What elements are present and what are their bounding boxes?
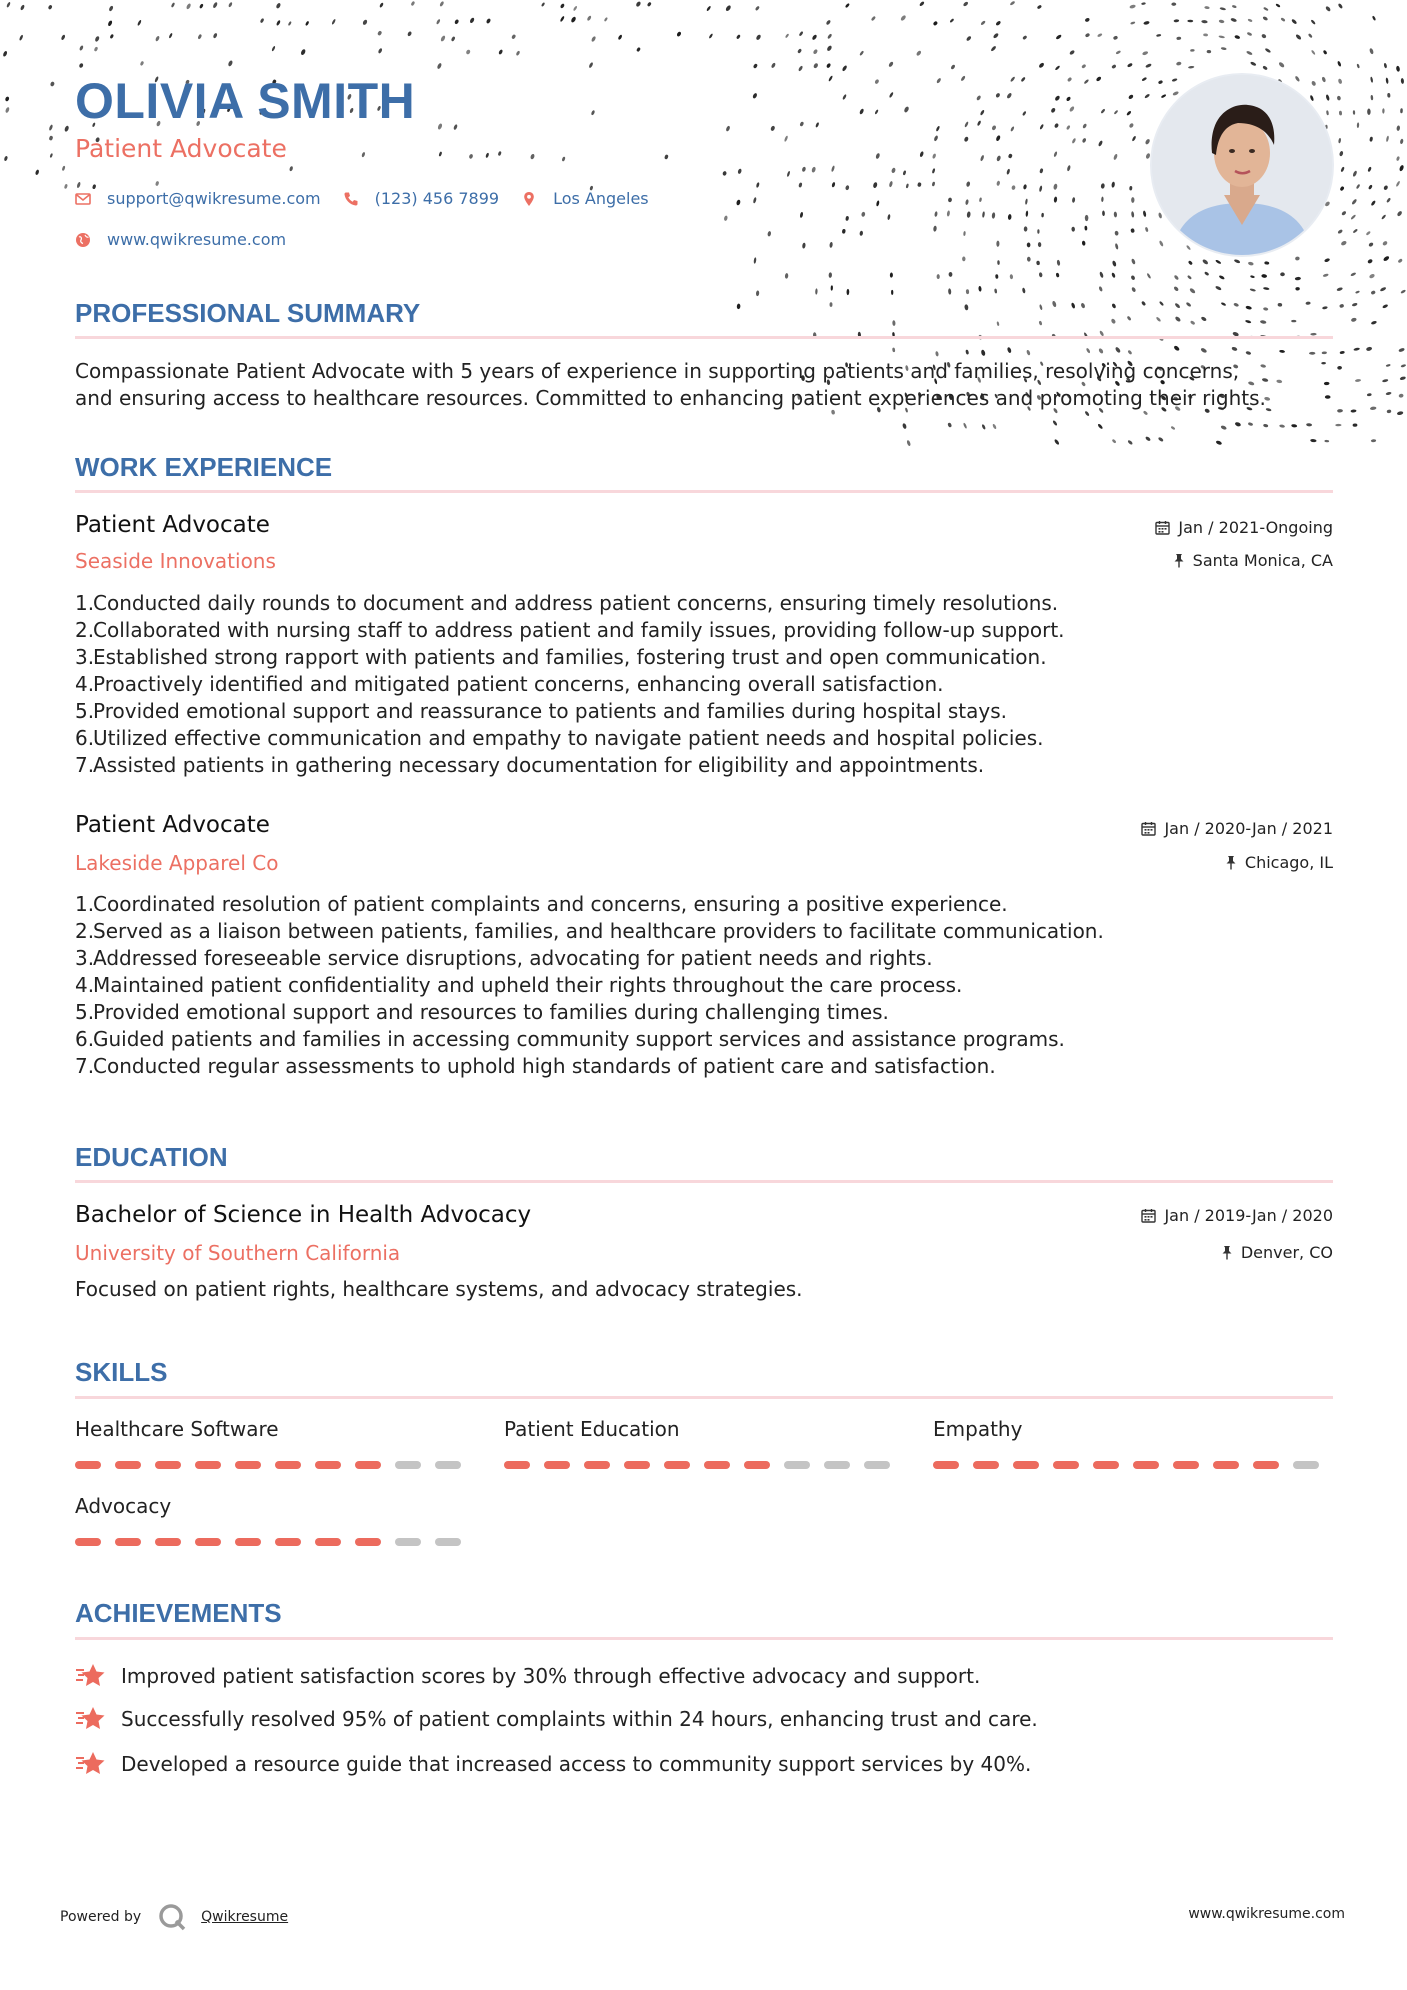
job-location bbox=[1173, 551, 1333, 570]
skill-level-segment bbox=[115, 1538, 141, 1546]
section-divider bbox=[75, 336, 1333, 339]
bullet-item: 3.Established strong rapport with patients and families, fostering trust and open communication. bbox=[75, 645, 1047, 669]
skill-level-segment bbox=[235, 1461, 261, 1469]
skill-level-segment bbox=[744, 1461, 770, 1469]
skill-level-segment bbox=[624, 1461, 650, 1469]
skill-level-segment bbox=[704, 1461, 730, 1469]
email-text: support@qwikresume.com bbox=[107, 189, 321, 208]
bullet-item: 1.Conducted daily rounds to document and address patient concerns, ensuring timely resolutions. bbox=[75, 591, 1059, 615]
bullet-item: 1.Coordinated resolution of patient complaints and concerns, ensuring a positive experience. bbox=[75, 892, 1008, 916]
skill-level-segment bbox=[933, 1461, 959, 1469]
star-badge-icon bbox=[75, 1750, 107, 1778]
skill-level-segment bbox=[395, 1461, 421, 1469]
star-badge-icon bbox=[75, 1705, 107, 1733]
powered-by-text: Powered by bbox=[60, 1909, 142, 1925]
summary-line: Compassionate Patient Advocate with 5 years of experience in supporting patients and families, resolving concerns, bbox=[75, 359, 1240, 383]
education-location-text: Denver, CO bbox=[1240, 1243, 1333, 1262]
candidate-name: OLIVIA SMITH bbox=[75, 73, 416, 129]
skill-level-segment bbox=[824, 1461, 850, 1469]
section-divider bbox=[75, 1396, 1333, 1399]
calendar-icon bbox=[1141, 1208, 1156, 1223]
skill-level-segment bbox=[784, 1461, 810, 1469]
bullet-item: 2.Served as a liaison between patients, families, and healthcare providers to facilitate communication. bbox=[75, 919, 1104, 943]
bullet-item: 7.Conducted regular assessments to uphold high standards of patient care and satisfaction. bbox=[75, 1054, 996, 1078]
skill-level-segment bbox=[115, 1461, 141, 1469]
skill-name: Patient Education bbox=[504, 1417, 680, 1441]
skill-level-segment bbox=[1213, 1461, 1239, 1469]
pushpin-icon bbox=[1225, 855, 1237, 870]
job-date-text: Jan / 2020-Jan / 2021 bbox=[1164, 819, 1333, 838]
skill-level-segment bbox=[435, 1538, 461, 1546]
globe-icon bbox=[75, 232, 91, 248]
bullet-item: 5.Provided emotional support and resources to families during challenging times. bbox=[75, 1000, 889, 1024]
skill-level-segment bbox=[155, 1538, 181, 1546]
job-bullets bbox=[75, 891, 1340, 1080]
education-degree: Bachelor of Science in Health Advocacy bbox=[75, 1202, 532, 1228]
education-location bbox=[1221, 1243, 1333, 1262]
skill-level-segment bbox=[355, 1538, 381, 1546]
bullet-item: 4.Maintained patient confidentiality and upheld their rights throughout the care process. bbox=[75, 973, 963, 997]
skill-level-segment bbox=[584, 1461, 610, 1469]
skill-item bbox=[504, 1417, 904, 1469]
achievement-text: Successfully resolved 95% of patient complaints within 24 hours, enhancing trust and care. bbox=[121, 1707, 1038, 1731]
skill-level-segment bbox=[275, 1538, 301, 1546]
skill-level-segment bbox=[195, 1538, 221, 1546]
contact-row bbox=[75, 189, 671, 208]
section-title-summary: PROFESSIONAL SUMMARY bbox=[75, 298, 421, 328]
bullet-item: 4.Proactively identified and mitigated patient concerns, enhancing overall satisfaction. bbox=[75, 672, 944, 696]
skill-level-segment bbox=[973, 1461, 999, 1469]
skill-level-segment bbox=[235, 1538, 261, 1546]
skill-level-segment bbox=[1173, 1461, 1199, 1469]
achievement-item bbox=[75, 1750, 1031, 1778]
skill-name: Healthcare Software bbox=[75, 1417, 279, 1441]
profile-photo bbox=[1152, 75, 1332, 255]
skill-name: Advocacy bbox=[75, 1494, 172, 1518]
skill-level-segment bbox=[75, 1461, 101, 1469]
achievement-text: Improved patient satisfaction scores by 30% through effective advocacy and support. bbox=[121, 1664, 981, 1688]
candidate-role: Patient Advocate bbox=[75, 134, 287, 163]
skill-level-segment bbox=[355, 1461, 381, 1469]
skill-level-segment bbox=[504, 1461, 530, 1469]
bullet-item: 2.Collaborated with nursing staff to address patient and family issues, providing follow-up support. bbox=[75, 618, 1065, 642]
contact-row-website bbox=[75, 230, 308, 249]
skill-level-segment bbox=[155, 1461, 181, 1469]
job-location-text: Chicago, IL bbox=[1244, 853, 1333, 872]
footer-powered-by bbox=[60, 1902, 288, 1932]
envelope-icon bbox=[75, 191, 91, 207]
education-school: University of Southern California bbox=[75, 1241, 401, 1265]
calendar-icon bbox=[1155, 520, 1170, 535]
job-location bbox=[1225, 853, 1333, 872]
section-title-achievements: ACHIEVEMENTS bbox=[75, 1598, 282, 1628]
skill-level-bar bbox=[933, 1461, 1333, 1469]
skill-level-segment bbox=[315, 1461, 341, 1469]
section-title-skills: SKILLS bbox=[75, 1357, 168, 1387]
skill-level-bar bbox=[504, 1461, 904, 1469]
job-title: Patient Advocate bbox=[75, 812, 270, 838]
job-location-text: Santa Monica, CA bbox=[1192, 551, 1333, 570]
achievement-text: Developed a resource guide that increased access to community support services by 40%. bbox=[121, 1752, 1032, 1776]
bullet-item: 5.Provided emotional support and reassurance to patients and families during hospital stays. bbox=[75, 699, 1007, 723]
map-pin-icon bbox=[521, 191, 537, 207]
skill-level-segment bbox=[435, 1461, 461, 1469]
section-title-experience: WORK EXPERIENCE bbox=[75, 452, 333, 482]
website-text: www.qwikresume.com bbox=[107, 230, 287, 249]
skill-item bbox=[75, 1417, 475, 1469]
pushpin-icon bbox=[1221, 1245, 1233, 1260]
contact-phone[interactable] bbox=[343, 189, 499, 208]
skill-item bbox=[933, 1417, 1333, 1469]
skill-item bbox=[75, 1494, 475, 1546]
skill-level-segment bbox=[1133, 1461, 1159, 1469]
section-divider bbox=[75, 1180, 1333, 1183]
skill-level-segment bbox=[544, 1461, 570, 1469]
location-text: Los Angeles bbox=[553, 189, 649, 208]
job-company: Seaside Innovations bbox=[75, 549, 276, 573]
skill-level-segment bbox=[1093, 1461, 1119, 1469]
bullet-item: 3.Addressed foreseeable service disruptions, advocating for patient needs and rights. bbox=[75, 946, 933, 970]
education-description: Focused on patient rights, healthcare systems, and advocacy strategies. bbox=[75, 1277, 803, 1301]
education-date bbox=[1141, 1206, 1333, 1225]
skill-level-segment bbox=[1253, 1461, 1279, 1469]
section-divider bbox=[75, 1637, 1333, 1640]
skill-level-segment bbox=[75, 1538, 101, 1546]
skill-level-segment bbox=[395, 1538, 421, 1546]
summary-text bbox=[75, 358, 1340, 412]
achievement-item bbox=[75, 1662, 980, 1690]
job-date bbox=[1141, 819, 1333, 838]
contact-website[interactable] bbox=[75, 230, 286, 249]
section-divider bbox=[75, 490, 1333, 493]
skill-level-segment bbox=[664, 1461, 690, 1469]
qwikresume-logo-icon bbox=[157, 1902, 187, 1932]
skill-level-segment bbox=[275, 1461, 301, 1469]
skill-level-segment bbox=[864, 1461, 890, 1469]
footer-website[interactable]: www.qwikresume.com bbox=[1188, 1906, 1345, 1922]
bullet-item: 6.Guided patients and families in accessing community support services and assistance programs. bbox=[75, 1027, 1065, 1051]
contact-email[interactable] bbox=[75, 189, 321, 208]
education-date-text: Jan / 2019-Jan / 2020 bbox=[1164, 1206, 1333, 1225]
achievement-item bbox=[75, 1705, 1038, 1733]
skill-name: Empathy bbox=[933, 1417, 1023, 1441]
skill-level-segment bbox=[1293, 1461, 1319, 1469]
skill-level-bar bbox=[75, 1538, 475, 1546]
contact-location bbox=[521, 189, 649, 208]
qwikresume-link[interactable]: Qwikresume bbox=[201, 1909, 289, 1925]
skill-level-bar bbox=[75, 1461, 475, 1469]
skill-level-segment bbox=[315, 1538, 341, 1546]
skill-level-segment bbox=[195, 1461, 221, 1469]
pushpin-icon bbox=[1173, 553, 1185, 568]
star-badge-icon bbox=[75, 1662, 107, 1690]
job-title: Patient Advocate bbox=[75, 512, 270, 538]
job-bullets bbox=[75, 590, 1340, 779]
phone-text: (123) 456 7899 bbox=[374, 189, 500, 208]
bullet-item: 6.Utilized effective communication and empathy to navigate patient needs and hospital policies. bbox=[75, 726, 1044, 750]
section-title-education: EDUCATION bbox=[75, 1142, 228, 1172]
job-date-text: Jan / 2021-Ongoing bbox=[1178, 518, 1333, 537]
skill-level-segment bbox=[1053, 1461, 1079, 1469]
calendar-icon bbox=[1141, 821, 1156, 836]
job-date bbox=[1155, 518, 1333, 537]
phone-icon bbox=[343, 191, 359, 207]
bullet-item: 7.Assisted patients in gathering necessary documentation for eligibility and appointments. bbox=[75, 753, 985, 777]
summary-line: and ensuring access to healthcare resources. Committed to enhancing patient experiences and promoting their rights. bbox=[75, 386, 1266, 410]
job-company: Lakeside Apparel Co bbox=[75, 851, 279, 875]
skill-level-segment bbox=[1013, 1461, 1039, 1469]
